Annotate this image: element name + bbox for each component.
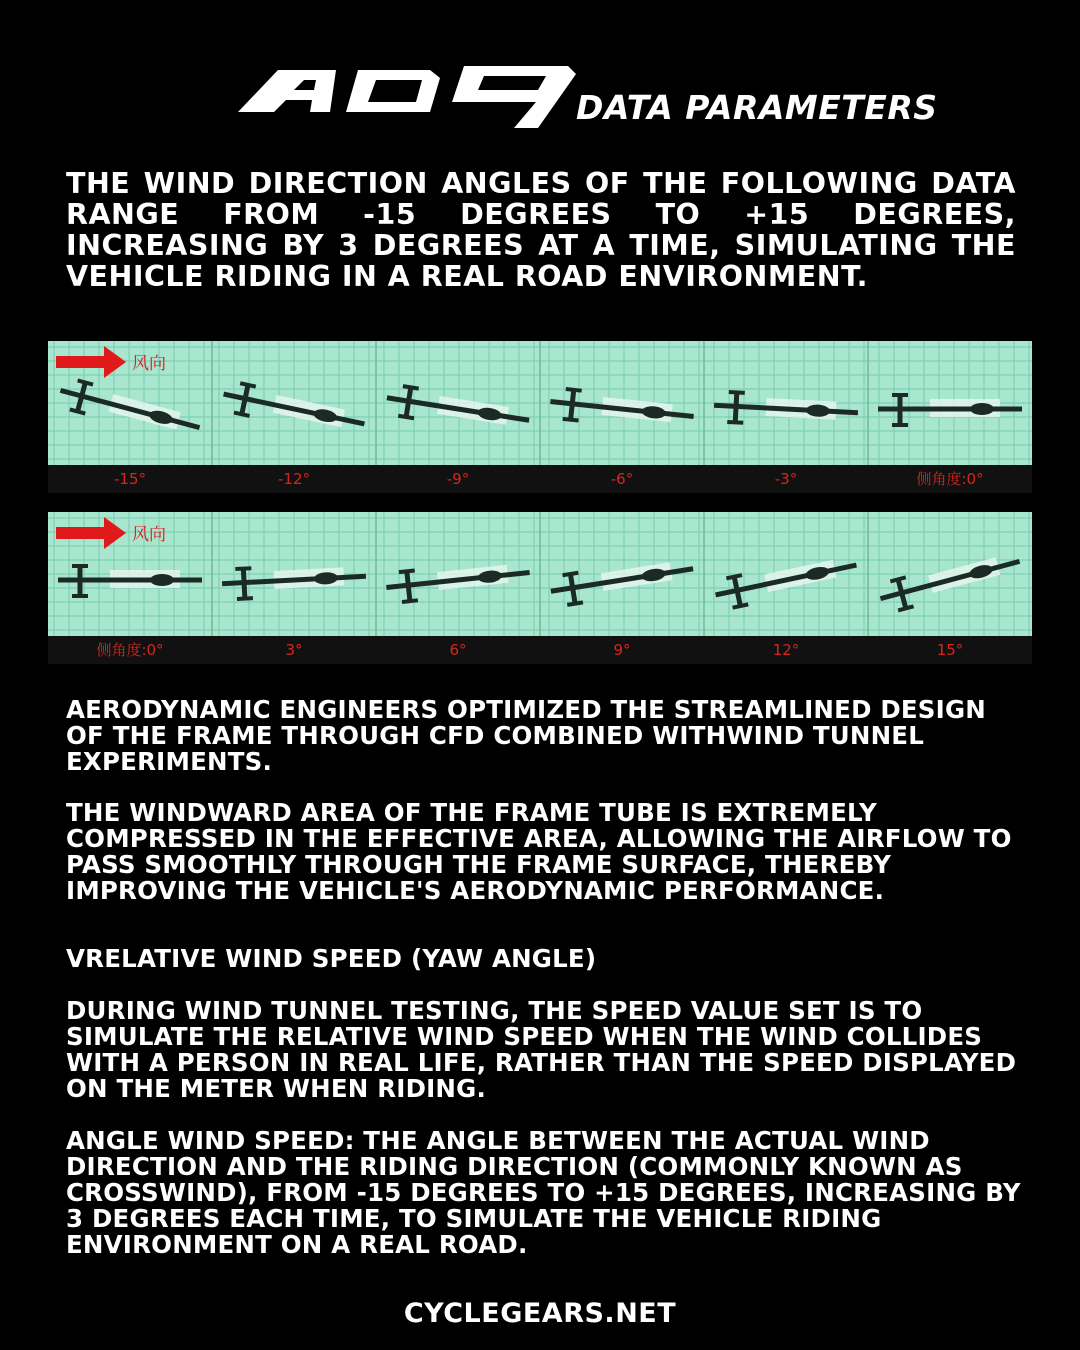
wind-direction-label: 风向 [132, 525, 166, 545]
paragraph-cfd: AERODYNAMIC ENGINEERS OPTIMIZED THE STREAMLINED DESIGN OF THE FRAME THROUGH CFD COMBINED WITHWIND TUNNEL EXPERIMENTS. [66, 695, 986, 776]
intro-text: THE WIND DIRECTION ANGLES OF THE FOLLOWING DATA RANGE FROM -15 DEGREES TO +15 DEGREES, INCREASING BY 3 DEGREES AT A TIME, SIMULATING THE VEHICLE RIDING IN A REAL ROAD ENVIRONMENT. [66, 167, 1016, 293]
yaw-angle-label: -9° [446, 470, 470, 488]
yaw-angle-label: 12° [772, 641, 800, 659]
wind-tunnel-strip-negative [48, 341, 1032, 493]
paragraph-angle-wind-speed: ANGLE WIND SPEED: THE ANGLE BETWEEN THE ACTUAL WIND DIRECTION AND THE RIDING DIRECTION (COMMONLY KNOWN AS CROSSWIND), FROM -15 DEGREES TO +15 DEGREES, INCREASING BY 3 DEGREES EACH TIME, TO SIMULATE THE VEHICLE RIDING ENVIRONMENT ON A REAL ROAD. [66, 1126, 1021, 1259]
header-subtitle: DATA PARAMETERS [576, 88, 938, 127]
yaw-angle-label: 侧角度:0° [916, 470, 984, 488]
yaw-angle-label: 6° [449, 641, 467, 659]
wind-direction-label: 风向 [132, 354, 166, 374]
paragraph-windward-area: THE WINDWARD AREA OF THE FRAME TUBE IS EXTREMELY COMPRESSED IN THE EFFECTIVE AREA, ALLOWING THE AIRFLOW TO PASS SMOOTHLY THROUGH THE FRAME SURFACE, THEREBY IMPROVING THE VEHICLE'S AERODYNAMIC PERFORMANCE. [66, 798, 1012, 905]
yaw-angle-label: 15° [936, 641, 964, 659]
yaw-angle-label: 侧角度:0° [96, 641, 164, 659]
yaw-angle-label: 3° [285, 641, 303, 659]
yaw-angle-label: 9° [613, 641, 631, 659]
footer-website: CYCLEGEARS.NET [403, 1298, 677, 1329]
yaw-angle-label: -15° [114, 470, 146, 488]
yaw-angle-label: -3° [774, 470, 798, 488]
wind-arrow [56, 527, 106, 539]
paragraph-wind-tunnel-testing: DURING WIND TUNNEL TESTING, THE SPEED VALUE SET IS TO SIMULATE THE RELATIVE WIND SPEED WHEN THE WIND COLLIDES WITH A PERSON IN REAL LIFE, RATHER THAN THE SPEED DISPLAYED ON THE METER WHEN RIDING. [66, 996, 1017, 1103]
wind-tunnel-strip-positive [48, 512, 1032, 664]
header [238, 62, 938, 132]
ad9-logo [238, 62, 583, 128]
yaw-angle-label: -6° [610, 470, 634, 488]
section-heading-yaw: VRELATIVE WIND SPEED (YAW ANGLE) [66, 944, 597, 973]
wind-arrow [56, 356, 106, 368]
yaw-angle-label: -12° [278, 470, 310, 488]
